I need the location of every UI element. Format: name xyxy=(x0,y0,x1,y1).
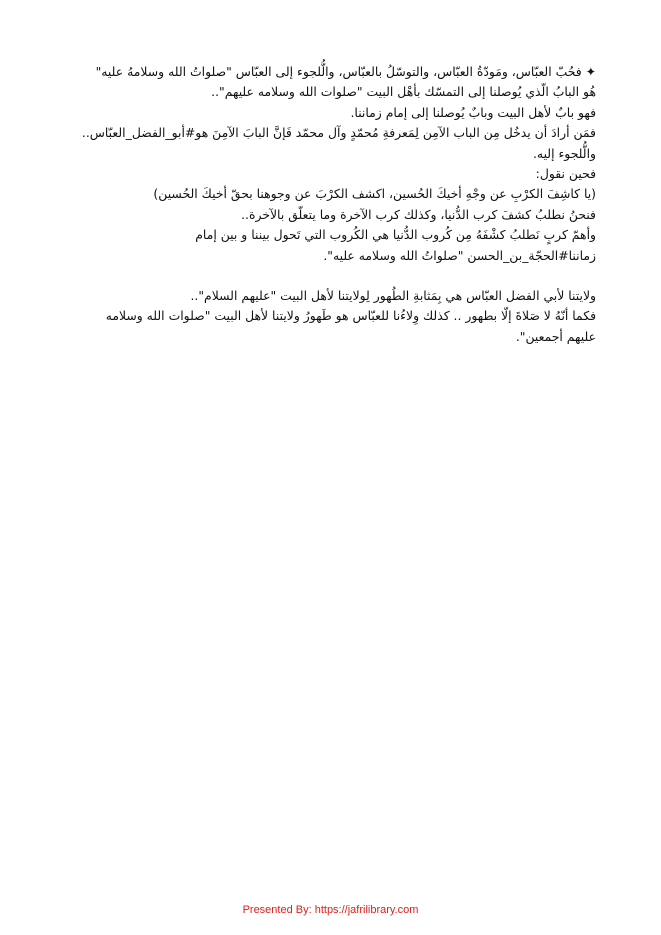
paragraph-abbas-love: ✦ فحُبّ العبّاس، ومَودّةُ العبّاس، والتوسّلُ بالعبّاس، والُّلجوء إلى العبّاس "صلواتُ الله وسلامهُ عليه" هُو البابُ الّذي يُوصلنا إلى التمسّك بأهْل البيت "صلوات الله وسلامه عليهم".. xyxy=(95,64,596,100)
paragraph-when-we-say: فحين نقول: xyxy=(535,166,596,182)
paragraph-safe-door: فمَن أرادَ أن يدخُل مِن الباب الآمِن لِمَعرفةِ مُحمّدٍ وآل محمّد فَإنَّ البابَ الآمِنَ هو#أبو_الفضل_العبّاس.. والُّلجوء إليه. xyxy=(81,125,596,161)
paragraph-relief-request: فنحنُ نطلبُ كشفَ كرب الدُّنيا، وكذلك كرب الآخرة وما يتعلّق بالآخرة.. xyxy=(241,206,596,222)
paragraph-wilayah-purity: ولايتنا لأبي الفضل العبّاس هي بِمَثابةِ الطُهور لِولايتنا لأهل البيت "عليهم السلام".. xyxy=(190,288,596,304)
paragraph-door-to-ahlulbayt: فهو بابٌ لأهل البيت وبابٌ يُوصلنا إلى إمام زماننا. xyxy=(350,104,596,120)
footer-presented-by: Presented By: https://jafrilibrary.com xyxy=(242,904,419,916)
paragraph-gap xyxy=(80,266,596,286)
paragraph-no-prayer-without-purity: فكما أنّهُ لا صَلاةَ إلّا بطهور .. كذلك وِلاءُنا للعبّاس هو طَهورُ ولايتنا لأهل البيت "صلوات الله وسلامه عليهم أجمعين". xyxy=(105,308,596,344)
paragraph-greatest-distress: وأهمّ كربٍ نَطلبُ كشْفَهُ مِن كُروب الدُّنيا هي الكُروب التي تَحول بيننا و بين إمام زماننا#الحجّة_بن_الحسن "صلواتُ الله وسلامه عليه". xyxy=(195,227,596,263)
paragraph-supplication: (يا كاشِفَ الكرْبِ عن وجْهِ أخيكَ الحُسين، اكشف الكرْبَ عن وجوهنا بحقّ أخيكَ الحُسين) xyxy=(153,186,596,202)
document-body xyxy=(80,62,596,347)
